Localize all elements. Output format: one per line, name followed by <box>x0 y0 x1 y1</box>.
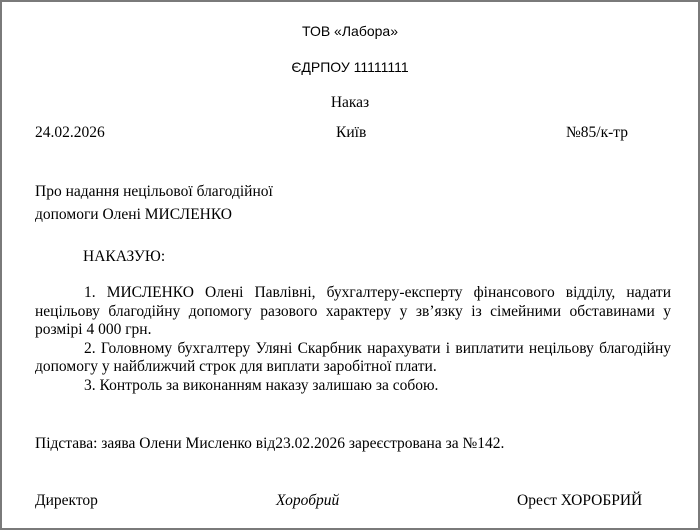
company-name: ТОВ «Лабора» <box>302 23 398 39</box>
signatory-title: Директор <box>35 492 98 509</box>
order-item-2: 2. Головному бухгалтеру Уляні Скарбник нарахувати і виплатити нецільову благодійну допомогу у найближчий строк для виплати заробітної плати. <box>35 339 671 376</box>
subject-line-1: Про надання нецільової благодійної <box>35 183 273 200</box>
signature: Хоробрий <box>276 492 340 509</box>
document-date: 24.02.2026 <box>35 124 105 141</box>
document-subject <box>35 180 273 226</box>
order-item-1: 1. МИСЛЕНКО Олені Павлівні, бухгалтеру-експерту фінансового відділу, надати нецільову благодійну допомогу разового характеру у зв’язку із сімейними обставинами у розмірі 4 000 грн. <box>35 284 671 339</box>
signatory-name: Орест ХОРОБРИЙ <box>517 492 643 509</box>
document-number: №85/к-тр <box>566 124 628 141</box>
document-city: Київ <box>336 124 367 141</box>
subject-line-2: допомоги Олені МИСЛЕНКО <box>35 206 233 223</box>
order-item-3: 3. Контроль за виконанням наказу залишаю за собою. <box>84 376 439 394</box>
edrpou-code: ЄДРПОУ 11111111 <box>291 59 409 75</box>
order-heading: НАКАЗУЮ: <box>83 248 166 265</box>
order-basis: Підстава: заява Олени Мисленко від23.02.2026 зареєстрована за №142. <box>35 435 505 452</box>
order-items <box>35 284 671 396</box>
document-type: Наказ <box>330 94 370 111</box>
